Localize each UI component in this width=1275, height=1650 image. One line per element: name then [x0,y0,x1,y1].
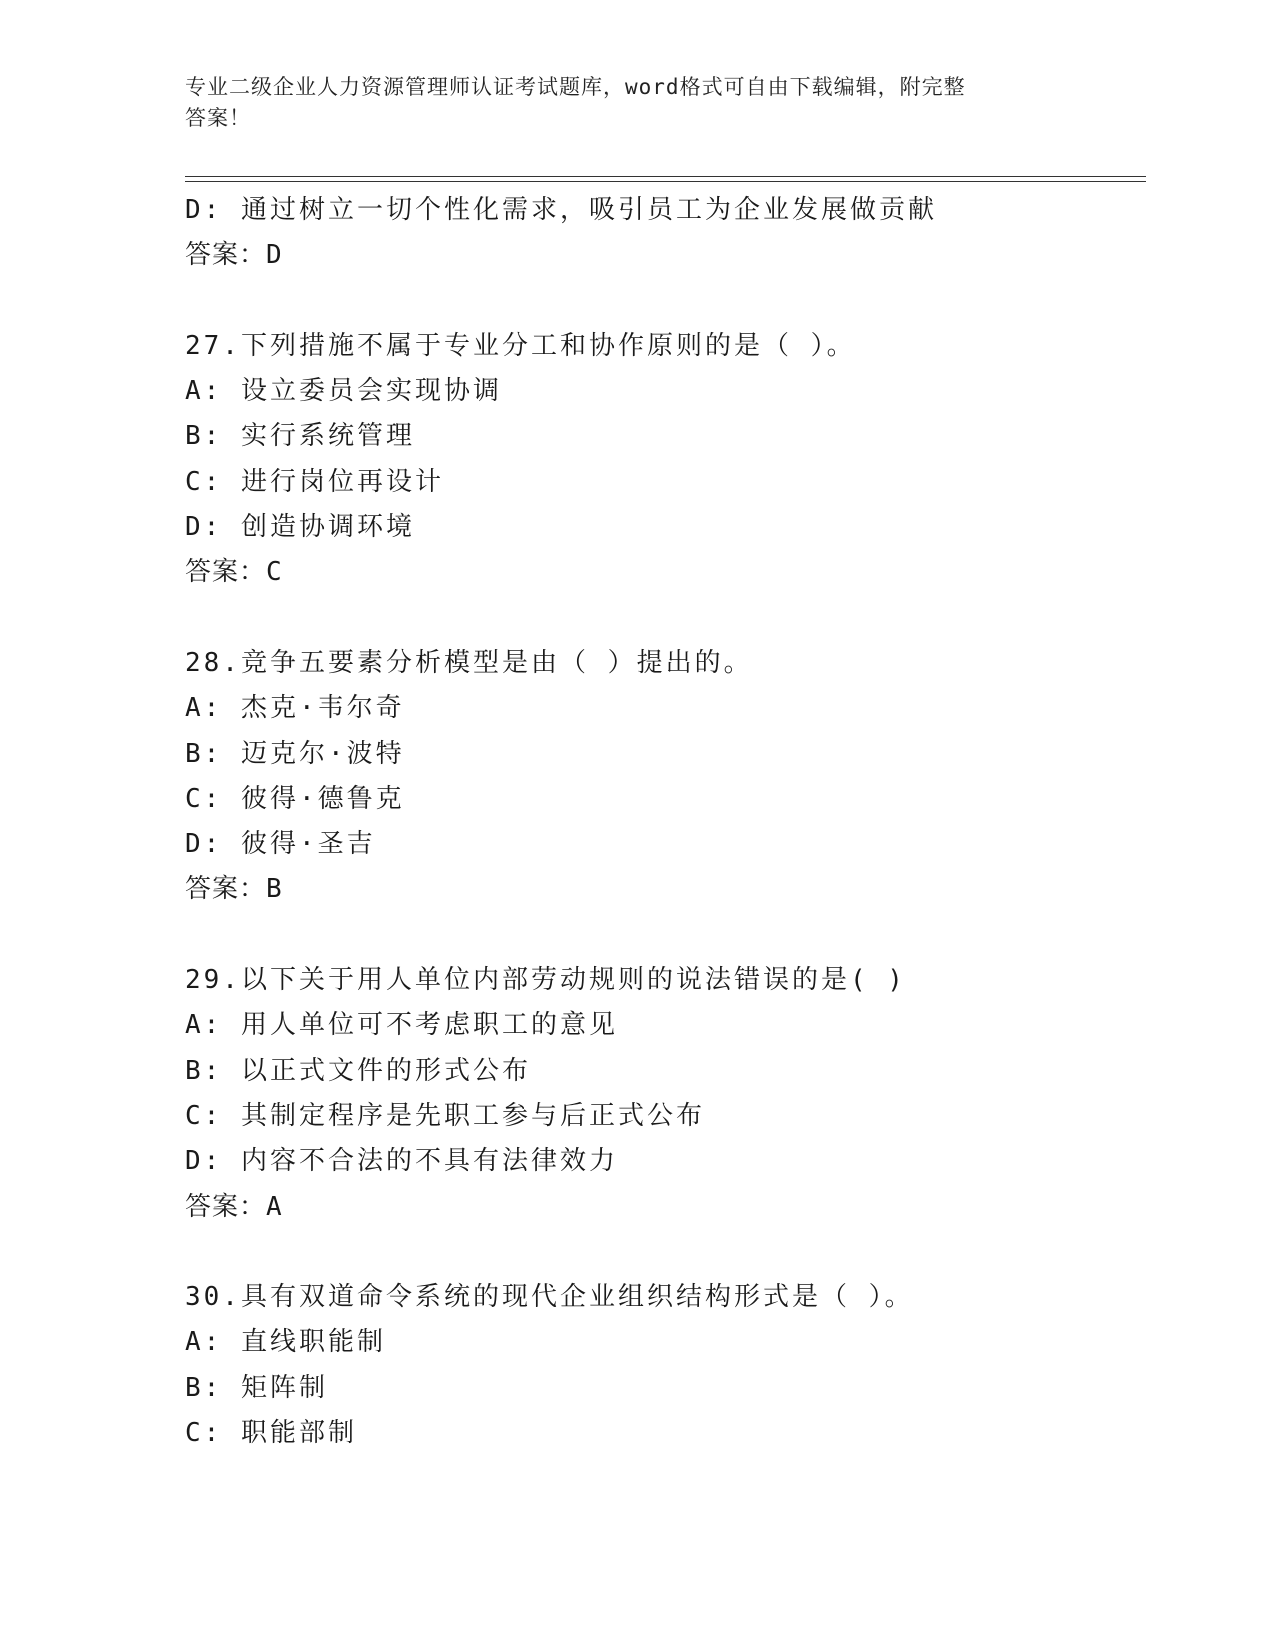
question-text: 28.竞争五要素分析模型是由（ ）提出的。 [185,647,753,678]
option-text: C: 进行岗位再设计 [185,466,444,497]
question-text: 27.下列措施不属于专业分工和协作原则的是（ ）。 [185,330,856,361]
question-text: 29.以下关于用人单位内部劳动规则的说法错误的是( ) [185,965,906,996]
question-text: 30.具有双道命令系统的现代企业组织结构形式是（ ）。 [185,1282,914,1313]
option-text: B: 迈克尔·波特 [185,738,405,769]
spacer [185,279,1165,324]
header-divider-top [185,176,1146,177]
answer-text: 答案：B [185,874,283,905]
option-text: C: 其制定程序是先职工参与后正式公布 [185,1100,705,1131]
spacer [185,596,1165,641]
option-text: C: 彼得·德鲁克 [185,783,405,814]
option-text: C: 职能部制 [185,1418,357,1449]
option-text: D: 彼得·圣吉 [185,829,376,860]
option-text: D: 创造协调环境 [185,512,415,543]
option-text: B: 实行系统管理 [185,421,415,452]
option-text: B: 以正式文件的形式公布 [185,1055,531,1086]
option-text: D: 内容不合法的不具有法律效力 [185,1146,618,1177]
answer-text: 答案：D [185,240,283,271]
option-text: A: 杰克·韦尔奇 [185,693,405,724]
question-list [185,188,1165,1456]
option-text: A: 用人单位可不考虑职工的意见 [185,1010,618,1041]
option-text: D: 通过树立一切个性化需求，吸引员工为企业发展做贡献 [185,195,937,225]
header-text-line-1: 专业二级企业人力资源管理师认证考试题库，word格式可自由下载编辑，附完整 [185,75,966,99]
answer-text: 答案：C [185,557,283,588]
answer-text: 答案：A [185,1191,283,1222]
option-text: A: 直线职能制 [185,1327,386,1358]
header-text-line-2: 答案！ [185,106,251,130]
header-divider-bottom [185,181,1146,182]
spacer [185,913,1165,958]
option-text: A: 设立委员会实现协调 [185,376,502,407]
option-text: B: 矩阵制 [185,1372,328,1403]
spacer [185,1230,1165,1275]
page-header [185,72,1065,134]
